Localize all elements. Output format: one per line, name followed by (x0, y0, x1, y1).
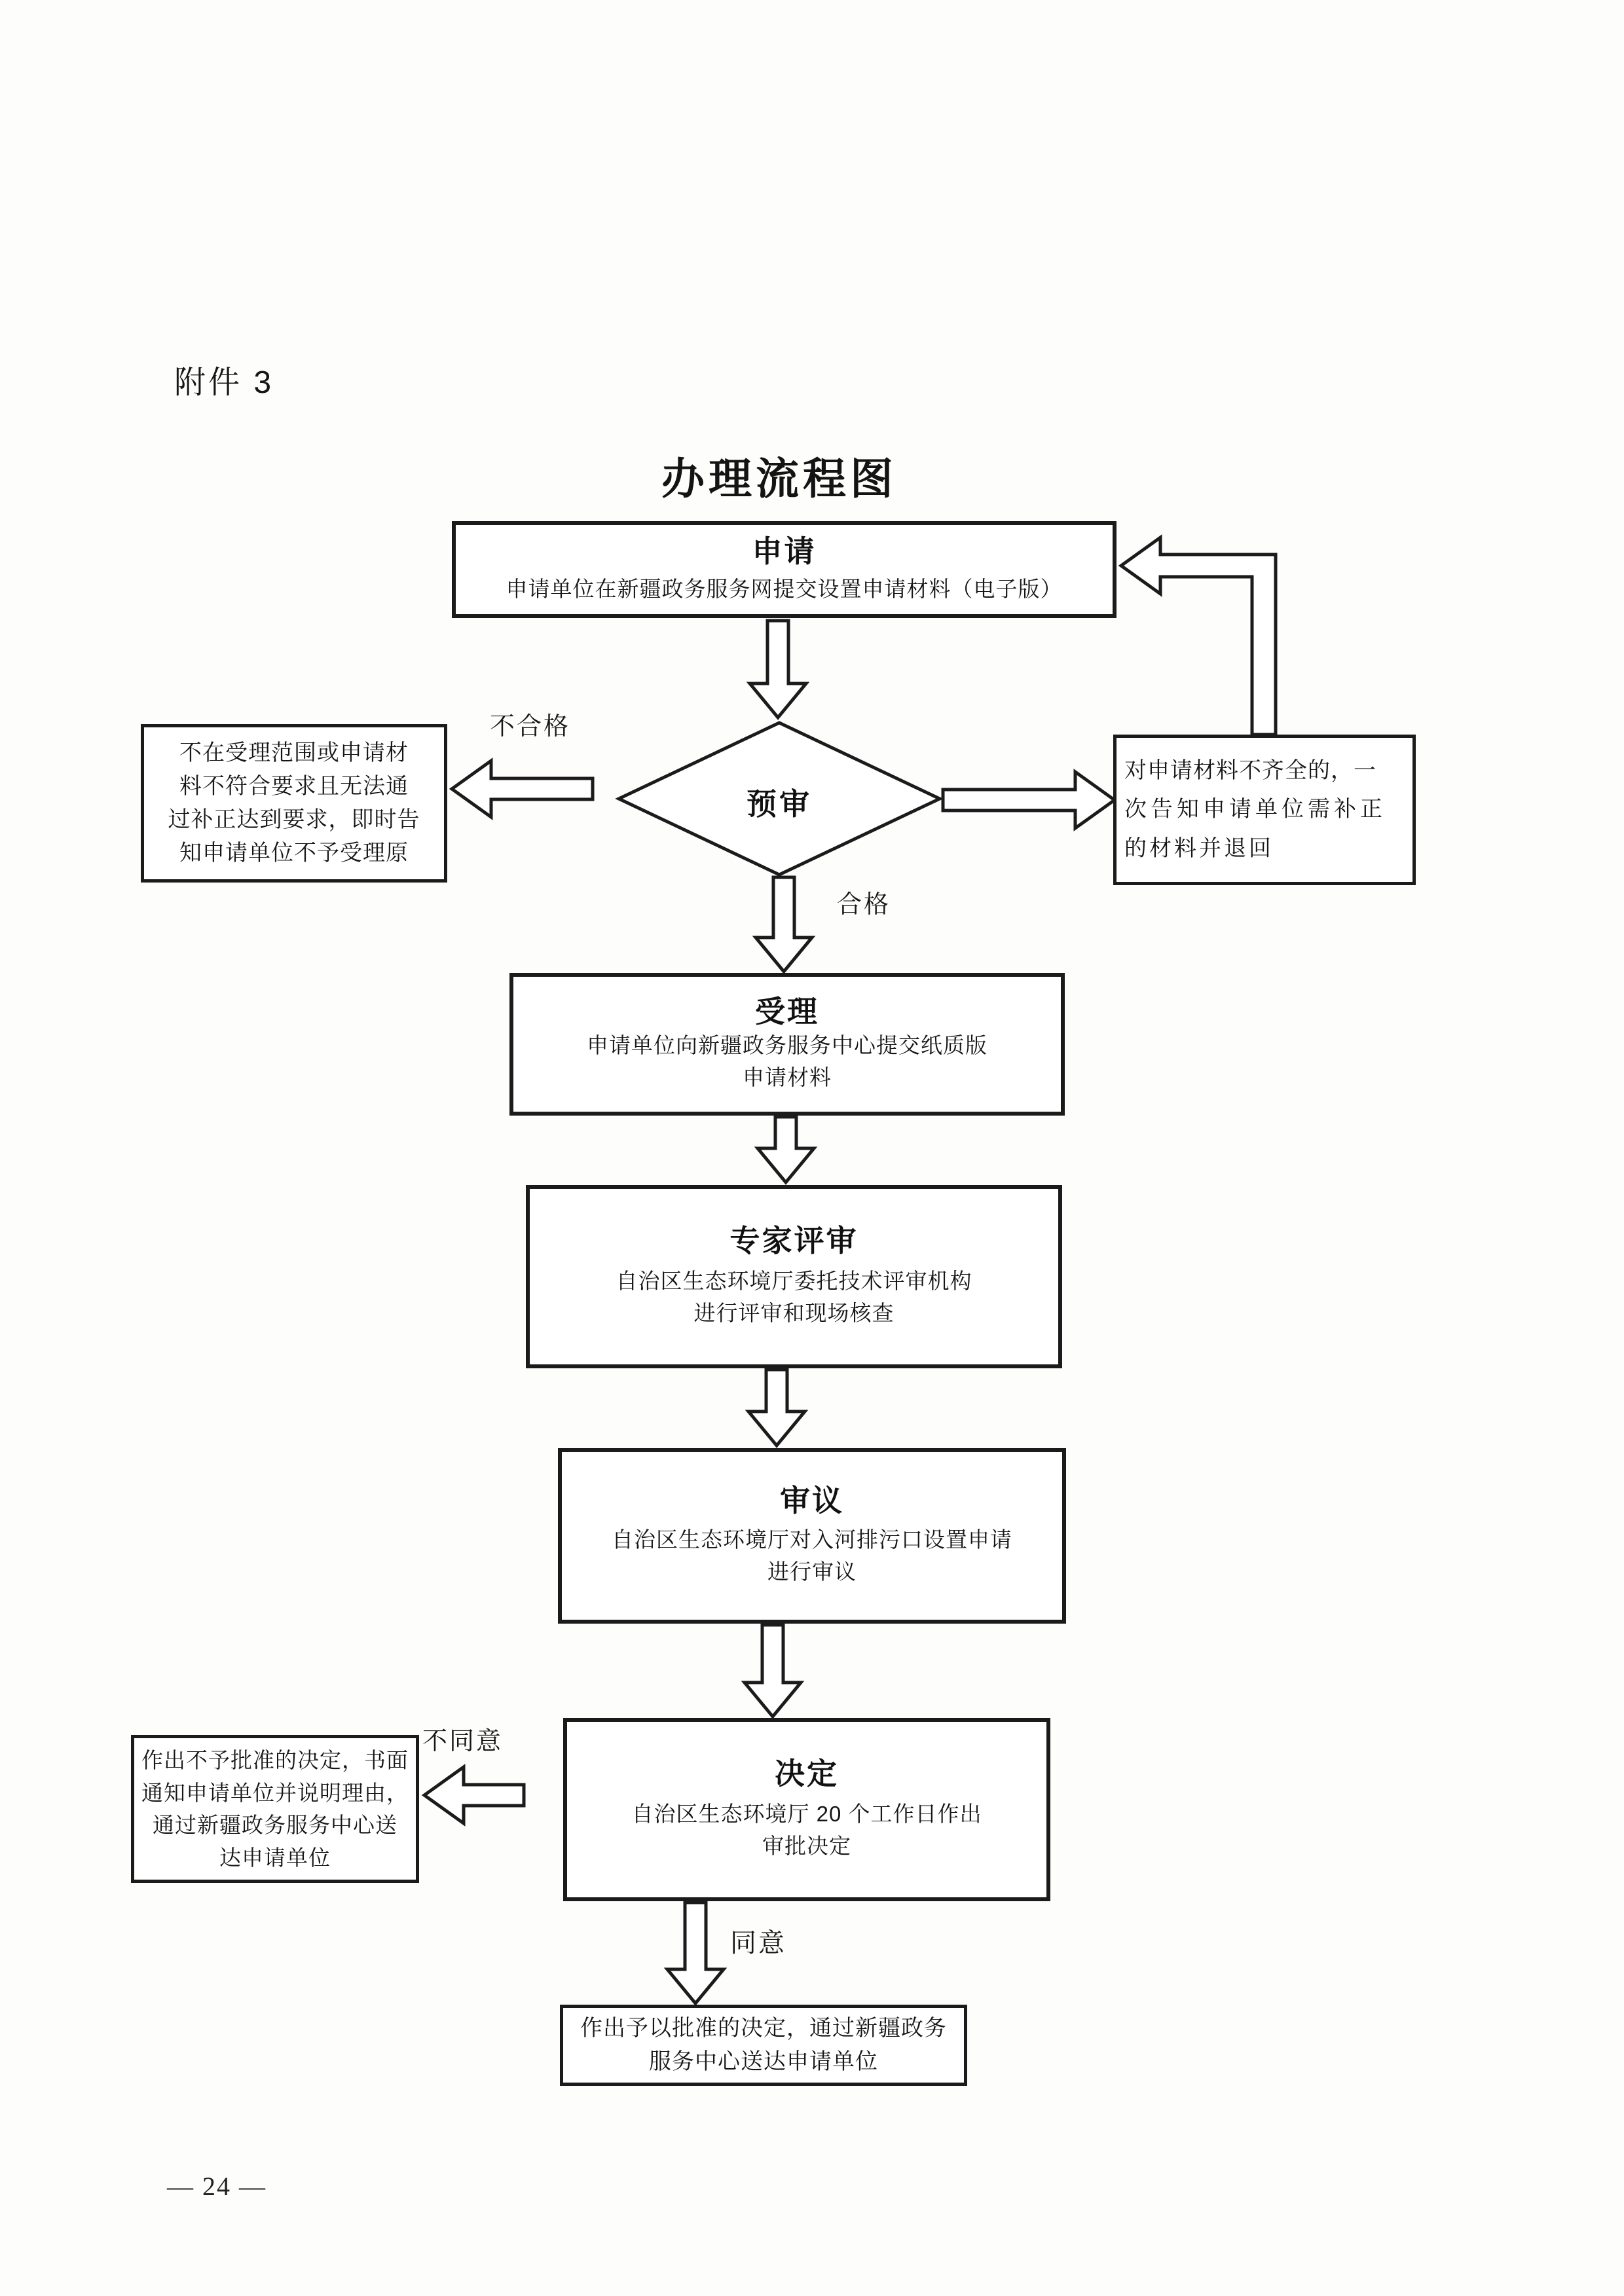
down-arrow-2-icon (756, 877, 812, 972)
return-box-line: 对申请材料不齐全的，一 (1124, 757, 1376, 783)
accept-box-title: 受理 (755, 994, 819, 1029)
deliberation-box-line: 自治区生态环境厅对入河排污口设置申请 (612, 1527, 1012, 1552)
apply-box-desc: 申请单位在新疆政务服务网提交设置申请材料（电子版） (506, 576, 1063, 601)
apply-box-title: 申请 (752, 534, 817, 568)
down-arrow-4-icon (748, 1370, 805, 1446)
expert-review-box-line: 自治区生态环境厅委托技术评审机构 (616, 1268, 972, 1293)
reject-box-line: 料不符合要求且无法通 (179, 774, 409, 799)
reject-box-line: 过补正达到要求，即时告 (168, 807, 420, 832)
disagree-label: 不同意 (422, 1728, 504, 1755)
preview-diamond-label: 预审 (747, 787, 812, 821)
incomplete-right-arrow-icon (943, 772, 1115, 828)
decision-box (563, 1718, 1050, 1901)
disapprove-box-line: 通过新疆政务服务中心送 (153, 1813, 397, 1837)
reject-box (141, 724, 447, 883)
fail-left-arrow-icon (452, 761, 593, 817)
return-elbow-arrow-icon (1121, 538, 1276, 735)
disagree-left-arrow-icon (424, 1767, 524, 1823)
expert-review-box (526, 1185, 1062, 1368)
expert-review-box-line: 进行评审和现场核查 (693, 1301, 895, 1326)
return-box-line: 次告知申请单位需补正 (1124, 797, 1386, 822)
down-arrow-3-icon (758, 1117, 814, 1182)
approve-box (560, 2005, 967, 2086)
page-number: — 24 — (167, 2172, 267, 2201)
attachment-label: 附件 3 (174, 365, 274, 400)
pass-label: 合格 (837, 891, 891, 919)
deliberation-box-line: 进行审议 (767, 1559, 857, 1584)
return-box-line: 的材料并退回 (1124, 835, 1274, 861)
down-arrow-6-icon (667, 1903, 724, 2003)
reject-box-line: 知申请单位不予受理原 (179, 841, 409, 866)
accept-box-line: 申请材料 (743, 1065, 832, 1090)
down-arrow-1-icon (750, 621, 806, 718)
reject-box-line: 不在受理范围或申请材 (179, 740, 409, 765)
down-arrow-5-icon (745, 1625, 801, 1717)
disapprove-box-line: 通知申请单位并说明理由， (141, 1780, 409, 1805)
decision-box-line: 自治区生态环境厅 20 个工作日作出 (631, 1801, 982, 1826)
decision-box-line: 审批决定 (762, 1834, 851, 1859)
approve-box-line: 服务中心送达申请单位 (649, 2049, 878, 2074)
agree-label: 同意 (730, 1929, 786, 1958)
apply-box (452, 521, 1116, 618)
approve-box-line: 作出予以批准的决定，通过新疆政务 (580, 2016, 947, 2041)
accept-box (509, 973, 1065, 1116)
disapprove-box-line: 作出不予批准的决定，书面 (141, 1748, 409, 1772)
return-box (1113, 735, 1416, 885)
accept-box-line: 申请单位向新疆政务服务中心提交纸质版 (587, 1032, 987, 1057)
deliberation-box-title: 审议 (780, 1484, 844, 1518)
deliberation-box (558, 1448, 1066, 1624)
disapprove-box (131, 1735, 419, 1883)
disapprove-box-line: 达申请单位 (219, 1845, 331, 1870)
expert-review-box-title: 专家评审 (729, 1224, 858, 1258)
fail-label: 不合格 (490, 713, 571, 740)
decision-box-title: 决定 (775, 1757, 839, 1791)
page-title: 办理流程图 (661, 454, 897, 503)
